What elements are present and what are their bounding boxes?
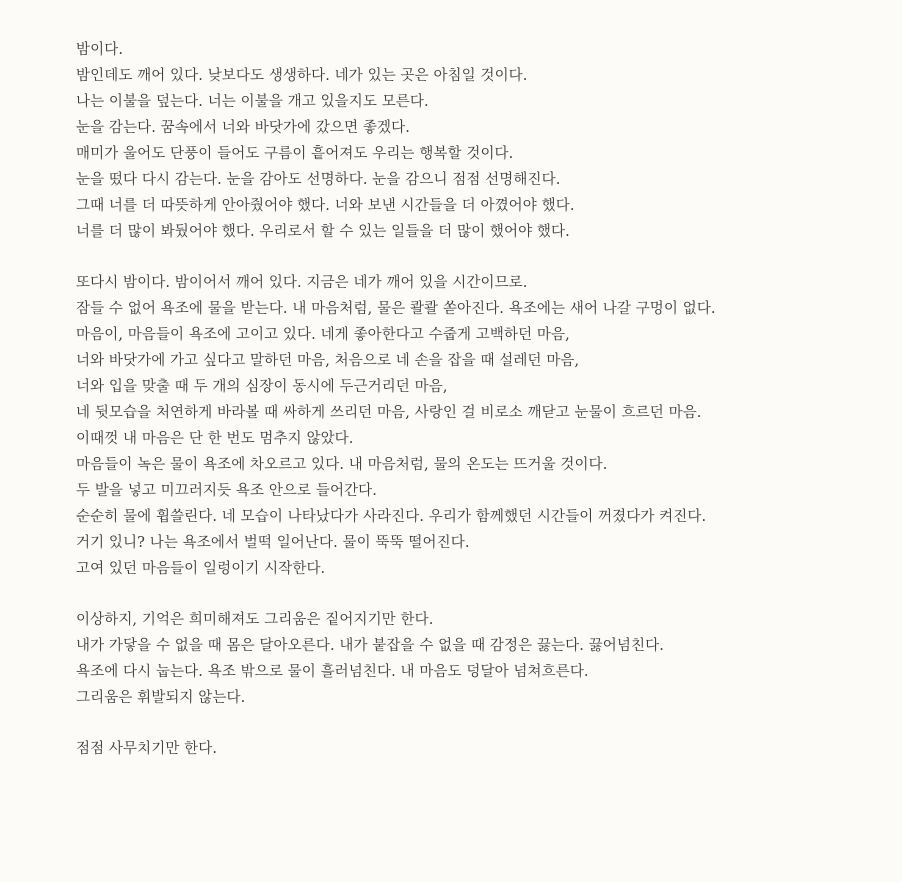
text-line: 고여 있던 마음들이 일렁이기 시작한다. [76, 561, 326, 577]
text-line: 욕조에 다시 눕는다. 욕조 밖으로 물이 흘러넘친다. 내 마음도 덩달아 넘쳐흐른다. [76, 664, 589, 680]
text-line: 네 뒷모습을 처연하게 바라볼 때 싸하게 쓰리던 마음, 사랑인 걸 비로소 깨닫고 눈물이 흐르던 마음. [76, 405, 702, 421]
text-line: 눈을 감는다. 꿈속에서 너와 바닷가에 갔으면 좋겠다. [76, 120, 410, 136]
text-line: 두 발을 넣고 미끄러지듯 욕조 안으로 들어간다. [76, 483, 377, 499]
text-line: 눈을 떴다 다시 감는다. 눈을 감아도 선명하다. 눈을 감으니 점점 선명해진다. [76, 172, 561, 188]
text-line: 밤이다. [76, 42, 124, 58]
text-line: 밤인데도 깨어 있다. 낮보다도 생생하다. 네가 있는 곳은 아침일 것이다. [76, 68, 528, 84]
text-line: 너를 더 많이 봐뒀어야 했다. 우리로서 할 수 있는 일들을 더 많이 했어야 했다. [76, 224, 570, 240]
text-line: 순순히 물에 휩쓸린다. 네 모습이 나타났다가 사라진다. 우리가 함께했던 시간들이 꺼졌다가 켜진다. [76, 509, 707, 525]
text-line: 내가 가닿을 수 없을 때 몸은 달아오른다. 내가 붙잡을 수 없을 때 감정은 끓는다. 끓어넘친다. [76, 638, 664, 654]
paragraph-3 [76, 607, 902, 711]
text-line: 나는 이불을 덮는다. 너는 이불을 개고 있을지도 모른다. [76, 94, 429, 110]
text-line: 매미가 울어도 단풍이 들어도 구름이 흩어져도 우리는 행복할 것이다. [76, 146, 514, 162]
paragraph-gap [76, 582, 902, 607]
paragraph-gap [76, 245, 902, 270]
text-line: 거기 있니? 나는 욕조에서 벌떡 일어난다. 물이 뚝뚝 떨어진다. [76, 535, 470, 551]
text-line: 점점 사무치기만 한다. [76, 741, 218, 757]
text-line: 그때 너를 더 따뜻하게 안아줬어야 했다. 너와 보낸 시간들을 더 아꼈어야 했다. [76, 198, 575, 214]
paragraph-1 [76, 37, 902, 245]
text-line: 마음들이 녹은 물이 욕조에 차오르고 있다. 내 마음처럼, 물의 온도는 뜨거울 것이다. [76, 457, 608, 473]
text-line: 너와 바닷가에 가고 싶다고 말하던 마음, 처음으로 네 손을 잡을 때 설레던 마음, [76, 353, 580, 369]
text-line: 마음이, 마음들이 욕조에 고이고 있다. 네게 좋아한다고 수줍게 고백하던 마음, [76, 327, 570, 343]
paragraph-gap [76, 711, 902, 736]
text-line: 이상하지, 기억은 희미해져도 그리움은 짙어지기만 한다. [76, 612, 434, 628]
text-line: 또다시 밤이다. 밤이어서 깨어 있다. 지금은 네가 깨어 있을 시간이므로. [76, 275, 528, 291]
text-line: 그리움은 휘발되지 않는다. [76, 690, 246, 706]
text-line: 이때껏 내 마음은 단 한 번도 멈추지 않았다. [76, 431, 354, 447]
paragraph-2 [76, 270, 902, 582]
text-line: 잠들 수 없어 욕조에 물을 받는다. 내 마음처럼, 물은 콸콸 쏟아진다. 욕조에는 새어 나갈 구멍이 없다. [76, 301, 716, 317]
paragraph-4 [76, 736, 902, 762]
text-line: 너와 입을 맞출 때 두 개의 심장이 동시에 두근거리던 마음, [76, 379, 448, 395]
